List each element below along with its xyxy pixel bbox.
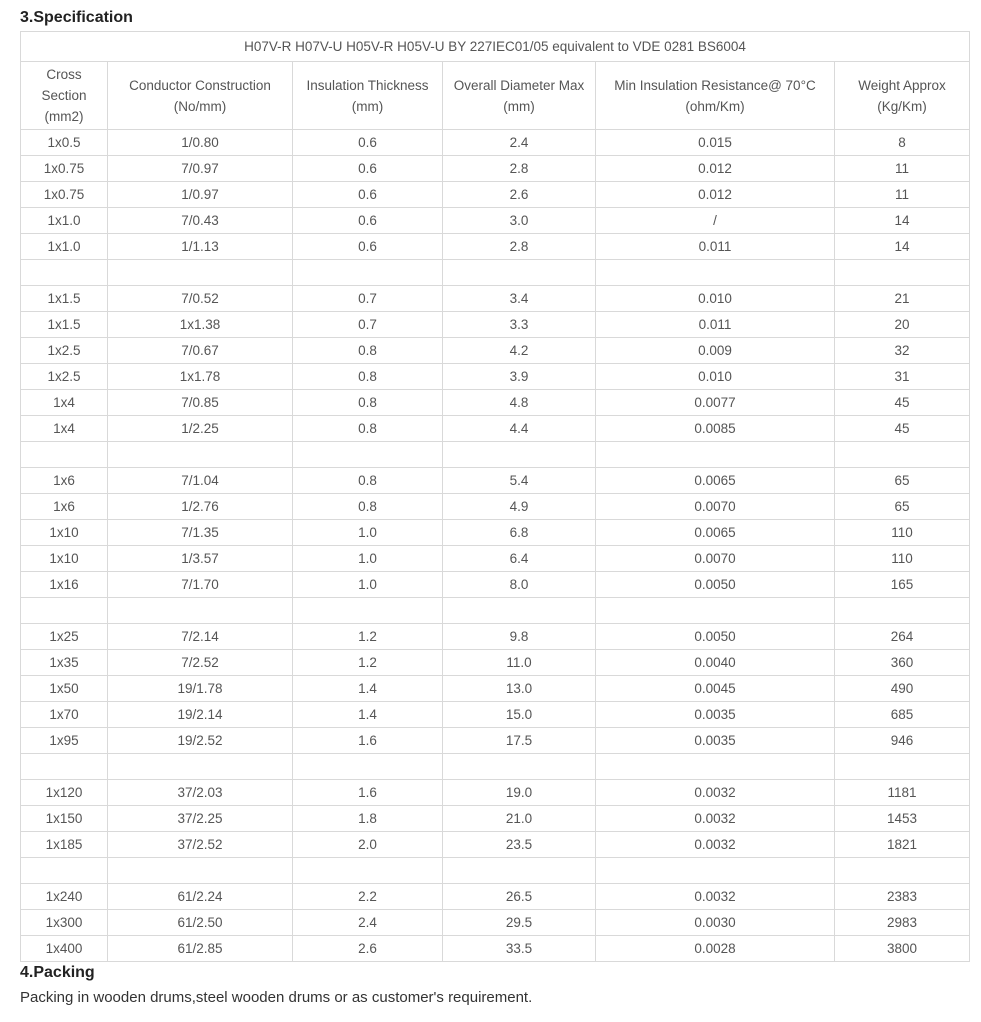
table-row [21, 364, 970, 390]
cell-weight-approx: 14 [835, 208, 970, 234]
cell-min-insulation-resistance [596, 858, 835, 884]
table-row [21, 858, 970, 884]
cell-weight-approx: 20 [835, 312, 970, 338]
cell-cross-section: 1x1.5 [21, 312, 108, 338]
cell-weight-approx: 110 [835, 546, 970, 572]
table-row [21, 598, 970, 624]
cell-conductor-construction: 19/1.78 [108, 676, 293, 702]
cell-overall-diameter: 33.5 [443, 936, 596, 962]
header-weight-approx: Weight Approx (Kg/Km) [835, 62, 970, 130]
table-row [21, 884, 970, 910]
cell-conductor-construction: 7/0.85 [108, 390, 293, 416]
cell-overall-diameter: 21.0 [443, 806, 596, 832]
header-conductor-construction: Conductor Construction (No/mm) [108, 62, 293, 130]
cell-weight-approx: 264 [835, 624, 970, 650]
cell-conductor-construction: 19/2.52 [108, 728, 293, 754]
cell-min-insulation-resistance [596, 598, 835, 624]
cell-min-insulation-resistance: 0.009 [596, 338, 835, 364]
header-cross-section: Cross Section (mm2) [21, 62, 108, 130]
cell-overall-diameter: 3.3 [443, 312, 596, 338]
cell-conductor-construction: 1x1.78 [108, 364, 293, 390]
cell-conductor-construction: 1/2.76 [108, 494, 293, 520]
cell-weight-approx: 11 [835, 156, 970, 182]
cell-conductor-construction: 7/2.14 [108, 624, 293, 650]
cell-weight-approx: 65 [835, 468, 970, 494]
cell-conductor-construction [108, 598, 293, 624]
table-row [21, 234, 970, 260]
cell-cross-section: 1x50 [21, 676, 108, 702]
table-caption: H07V-R H07V-U H05V-R H05V-U BY 227IEC01/05 equivalent to VDE 0281 BS6004 [21, 32, 970, 62]
cell-min-insulation-resistance: 0.0032 [596, 806, 835, 832]
cell-cross-section [21, 260, 108, 286]
cell-weight-approx: 2983 [835, 910, 970, 936]
cell-min-insulation-resistance [596, 260, 835, 286]
cell-cross-section: 1x185 [21, 832, 108, 858]
cell-conductor-construction [108, 442, 293, 468]
table-row [21, 416, 970, 442]
cell-overall-diameter: 6.4 [443, 546, 596, 572]
cell-conductor-construction: 1x1.38 [108, 312, 293, 338]
cell-insulation-thickness: 0.8 [293, 390, 443, 416]
cell-min-insulation-resistance: 0.0050 [596, 624, 835, 650]
cell-weight-approx: 946 [835, 728, 970, 754]
cell-weight-approx [835, 442, 970, 468]
cell-weight-approx: 3800 [835, 936, 970, 962]
cell-overall-diameter: 9.8 [443, 624, 596, 650]
cell-min-insulation-resistance: 0.011 [596, 234, 835, 260]
cell-insulation-thickness: 1.0 [293, 546, 443, 572]
cell-overall-diameter: 6.8 [443, 520, 596, 546]
cell-cross-section: 1x95 [21, 728, 108, 754]
cell-conductor-construction: 37/2.52 [108, 832, 293, 858]
cell-conductor-construction [108, 858, 293, 884]
table-row [21, 546, 970, 572]
table-row [21, 390, 970, 416]
specification-table [20, 31, 970, 962]
cell-cross-section: 1x6 [21, 468, 108, 494]
cell-insulation-thickness [293, 858, 443, 884]
cell-min-insulation-resistance: 0.015 [596, 130, 835, 156]
cell-conductor-construction: 7/2.52 [108, 650, 293, 676]
cell-weight-approx [835, 598, 970, 624]
table-row [21, 338, 970, 364]
cell-overall-diameter: 15.0 [443, 702, 596, 728]
table-row [21, 130, 970, 156]
cell-min-insulation-resistance: 0.012 [596, 182, 835, 208]
cell-weight-approx: 32 [835, 338, 970, 364]
cell-overall-diameter: 4.2 [443, 338, 596, 364]
cell-insulation-thickness [293, 598, 443, 624]
cell-conductor-construction [108, 260, 293, 286]
table-row [21, 650, 970, 676]
cell-conductor-construction: 1/0.80 [108, 130, 293, 156]
cell-min-insulation-resistance: / [596, 208, 835, 234]
table-row [21, 312, 970, 338]
cell-overall-diameter: 2.4 [443, 130, 596, 156]
cell-overall-diameter: 5.4 [443, 468, 596, 494]
cell-min-insulation-resistance [596, 442, 835, 468]
cell-overall-diameter: 19.0 [443, 780, 596, 806]
cell-weight-approx [835, 260, 970, 286]
cell-cross-section [21, 442, 108, 468]
cell-insulation-thickness: 2.6 [293, 936, 443, 962]
cell-conductor-construction: 1/2.25 [108, 416, 293, 442]
cell-insulation-thickness: 0.8 [293, 364, 443, 390]
cell-weight-approx: 1453 [835, 806, 970, 832]
table-row [21, 624, 970, 650]
cell-insulation-thickness: 0.6 [293, 208, 443, 234]
table-row [21, 208, 970, 234]
cell-cross-section: 1x0.75 [21, 182, 108, 208]
table-header-row [21, 62, 970, 130]
cell-conductor-construction: 7/0.52 [108, 286, 293, 312]
cell-cross-section: 1x4 [21, 416, 108, 442]
cell-weight-approx: 14 [835, 234, 970, 260]
cell-weight-approx: 490 [835, 676, 970, 702]
cell-insulation-thickness: 1.6 [293, 728, 443, 754]
cell-insulation-thickness: 1.2 [293, 624, 443, 650]
cell-conductor-construction [108, 754, 293, 780]
cell-insulation-thickness [293, 754, 443, 780]
cell-overall-diameter: 2.8 [443, 156, 596, 182]
cell-cross-section: 1x1.5 [21, 286, 108, 312]
cell-min-insulation-resistance: 0.0032 [596, 884, 835, 910]
cell-insulation-thickness: 0.8 [293, 338, 443, 364]
cell-min-insulation-resistance: 0.0028 [596, 936, 835, 962]
cell-cross-section: 1x10 [21, 520, 108, 546]
packing-description: Packing in wooden drums,steel wooden drums or as customer's requirement. [20, 989, 533, 1006]
table-row [21, 754, 970, 780]
cell-conductor-construction: 7/0.43 [108, 208, 293, 234]
cell-min-insulation-resistance: 0.0040 [596, 650, 835, 676]
table-row [21, 572, 970, 598]
cell-overall-diameter: 23.5 [443, 832, 596, 858]
cell-cross-section: 1x70 [21, 702, 108, 728]
packing-heading: 4.Packing [20, 964, 95, 981]
table-row [21, 806, 970, 832]
cell-min-insulation-resistance: 0.0032 [596, 780, 835, 806]
cell-overall-diameter: 4.8 [443, 390, 596, 416]
cell-insulation-thickness: 1.0 [293, 572, 443, 598]
cell-overall-diameter: 13.0 [443, 676, 596, 702]
cell-overall-diameter: 2.8 [443, 234, 596, 260]
cell-weight-approx: 2383 [835, 884, 970, 910]
cell-cross-section: 1x0.75 [21, 156, 108, 182]
cell-insulation-thickness: 0.8 [293, 416, 443, 442]
cell-insulation-thickness: 2.4 [293, 910, 443, 936]
cell-overall-diameter: 3.9 [443, 364, 596, 390]
table-row [21, 936, 970, 962]
cell-cross-section: 1x16 [21, 572, 108, 598]
cell-insulation-thickness: 0.6 [293, 130, 443, 156]
cell-conductor-construction: 1/0.97 [108, 182, 293, 208]
cell-min-insulation-resistance: 0.0070 [596, 494, 835, 520]
cell-overall-diameter: 4.9 [443, 494, 596, 520]
cell-weight-approx: 45 [835, 390, 970, 416]
cell-insulation-thickness [293, 260, 443, 286]
table-row [21, 182, 970, 208]
cell-overall-diameter: 11.0 [443, 650, 596, 676]
cell-weight-approx: 21 [835, 286, 970, 312]
cell-cross-section: 1x150 [21, 806, 108, 832]
cell-overall-diameter: 2.6 [443, 182, 596, 208]
cell-cross-section: 1x1.0 [21, 208, 108, 234]
cell-weight-approx [835, 858, 970, 884]
cell-conductor-construction: 7/1.35 [108, 520, 293, 546]
cell-insulation-thickness: 1.0 [293, 520, 443, 546]
cell-insulation-thickness: 2.2 [293, 884, 443, 910]
cell-conductor-construction: 37/2.25 [108, 806, 293, 832]
cell-weight-approx: 165 [835, 572, 970, 598]
cell-cross-section: 1x2.5 [21, 338, 108, 364]
cell-conductor-construction: 19/2.14 [108, 702, 293, 728]
cell-min-insulation-resistance: 0.012 [596, 156, 835, 182]
cell-overall-diameter [443, 754, 596, 780]
cell-insulation-thickness: 1.4 [293, 702, 443, 728]
cell-overall-diameter: 3.4 [443, 286, 596, 312]
cell-conductor-construction: 61/2.24 [108, 884, 293, 910]
cell-min-insulation-resistance: 0.010 [596, 286, 835, 312]
table-row [21, 702, 970, 728]
cell-weight-approx: 45 [835, 416, 970, 442]
cell-conductor-construction: 7/0.97 [108, 156, 293, 182]
table-row [21, 832, 970, 858]
table-row [21, 910, 970, 936]
table-row [21, 260, 970, 286]
cell-insulation-thickness: 0.8 [293, 494, 443, 520]
cell-min-insulation-resistance: 0.0035 [596, 728, 835, 754]
table-row [21, 468, 970, 494]
cell-weight-approx [835, 754, 970, 780]
cell-insulation-thickness: 0.7 [293, 312, 443, 338]
cell-cross-section: 1x2.5 [21, 364, 108, 390]
cell-min-insulation-resistance: 0.0032 [596, 832, 835, 858]
cell-cross-section: 1x120 [21, 780, 108, 806]
cell-insulation-thickness: 2.0 [293, 832, 443, 858]
table-row [21, 520, 970, 546]
cell-cross-section: 1x300 [21, 910, 108, 936]
cell-min-insulation-resistance: 0.0085 [596, 416, 835, 442]
cell-cross-section: 1x1.0 [21, 234, 108, 260]
cell-conductor-construction: 1/1.13 [108, 234, 293, 260]
cell-weight-approx: 110 [835, 520, 970, 546]
cell-overall-diameter: 4.4 [443, 416, 596, 442]
cell-insulation-thickness: 1.8 [293, 806, 443, 832]
cell-min-insulation-resistance [596, 754, 835, 780]
table-row [21, 156, 970, 182]
cell-min-insulation-resistance: 0.0065 [596, 468, 835, 494]
table-row [21, 780, 970, 806]
cell-min-insulation-resistance: 0.0035 [596, 702, 835, 728]
cell-cross-section: 1x240 [21, 884, 108, 910]
header-insulation-thickness: Insulation Thickness (mm) [293, 62, 443, 130]
cell-cross-section [21, 858, 108, 884]
cell-conductor-construction: 1/3.57 [108, 546, 293, 572]
cell-cross-section: 1x35 [21, 650, 108, 676]
cell-conductor-construction: 37/2.03 [108, 780, 293, 806]
header-overall-diameter: Overall Diameter Max (mm) [443, 62, 596, 130]
cell-cross-section: 1x10 [21, 546, 108, 572]
cell-cross-section [21, 754, 108, 780]
cell-conductor-construction: 7/1.70 [108, 572, 293, 598]
cell-min-insulation-resistance: 0.0077 [596, 390, 835, 416]
cell-insulation-thickness: 1.6 [293, 780, 443, 806]
table-caption-row [21, 32, 970, 62]
cell-weight-approx: 1821 [835, 832, 970, 858]
cell-insulation-thickness: 1.4 [293, 676, 443, 702]
cell-weight-approx: 685 [835, 702, 970, 728]
cell-insulation-thickness: 0.7 [293, 286, 443, 312]
cell-cross-section: 1x400 [21, 936, 108, 962]
cell-overall-diameter [443, 598, 596, 624]
cell-overall-diameter: 3.0 [443, 208, 596, 234]
cell-cross-section: 1x0.5 [21, 130, 108, 156]
cell-insulation-thickness: 0.8 [293, 468, 443, 494]
cell-conductor-construction: 61/2.50 [108, 910, 293, 936]
cell-cross-section: 1x25 [21, 624, 108, 650]
cell-weight-approx: 65 [835, 494, 970, 520]
cell-min-insulation-resistance: 0.0045 [596, 676, 835, 702]
cell-overall-diameter [443, 260, 596, 286]
table-row [21, 728, 970, 754]
cell-conductor-construction: 61/2.85 [108, 936, 293, 962]
cell-min-insulation-resistance: 0.0050 [596, 572, 835, 598]
cell-weight-approx: 360 [835, 650, 970, 676]
cell-overall-diameter: 26.5 [443, 884, 596, 910]
cell-insulation-thickness: 0.6 [293, 156, 443, 182]
cell-conductor-construction: 7/1.04 [108, 468, 293, 494]
cell-overall-diameter: 8.0 [443, 572, 596, 598]
cell-conductor-construction: 7/0.67 [108, 338, 293, 364]
cell-min-insulation-resistance: 0.0065 [596, 520, 835, 546]
cell-cross-section: 1x4 [21, 390, 108, 416]
cell-insulation-thickness: 1.2 [293, 650, 443, 676]
cell-min-insulation-resistance: 0.011 [596, 312, 835, 338]
table-row [21, 286, 970, 312]
cell-min-insulation-resistance: 0.0030 [596, 910, 835, 936]
cell-weight-approx: 11 [835, 182, 970, 208]
cell-min-insulation-resistance: 0.010 [596, 364, 835, 390]
table-row [21, 494, 970, 520]
cell-insulation-thickness: 0.6 [293, 234, 443, 260]
table-row [21, 442, 970, 468]
header-min-insulation-resistance: Min Insulation Resistance@ 70°C (ohm/Km) [596, 62, 835, 130]
cell-overall-diameter [443, 442, 596, 468]
cell-cross-section: 1x6 [21, 494, 108, 520]
specification-heading: 3.Specification [20, 9, 133, 26]
cell-insulation-thickness [293, 442, 443, 468]
cell-overall-diameter [443, 858, 596, 884]
cell-cross-section [21, 598, 108, 624]
cell-insulation-thickness: 0.6 [293, 182, 443, 208]
table-row [21, 676, 970, 702]
cell-overall-diameter: 29.5 [443, 910, 596, 936]
cell-overall-diameter: 17.5 [443, 728, 596, 754]
cell-weight-approx: 31 [835, 364, 970, 390]
cell-min-insulation-resistance: 0.0070 [596, 546, 835, 572]
cell-weight-approx: 8 [835, 130, 970, 156]
cell-weight-approx: 1181 [835, 780, 970, 806]
